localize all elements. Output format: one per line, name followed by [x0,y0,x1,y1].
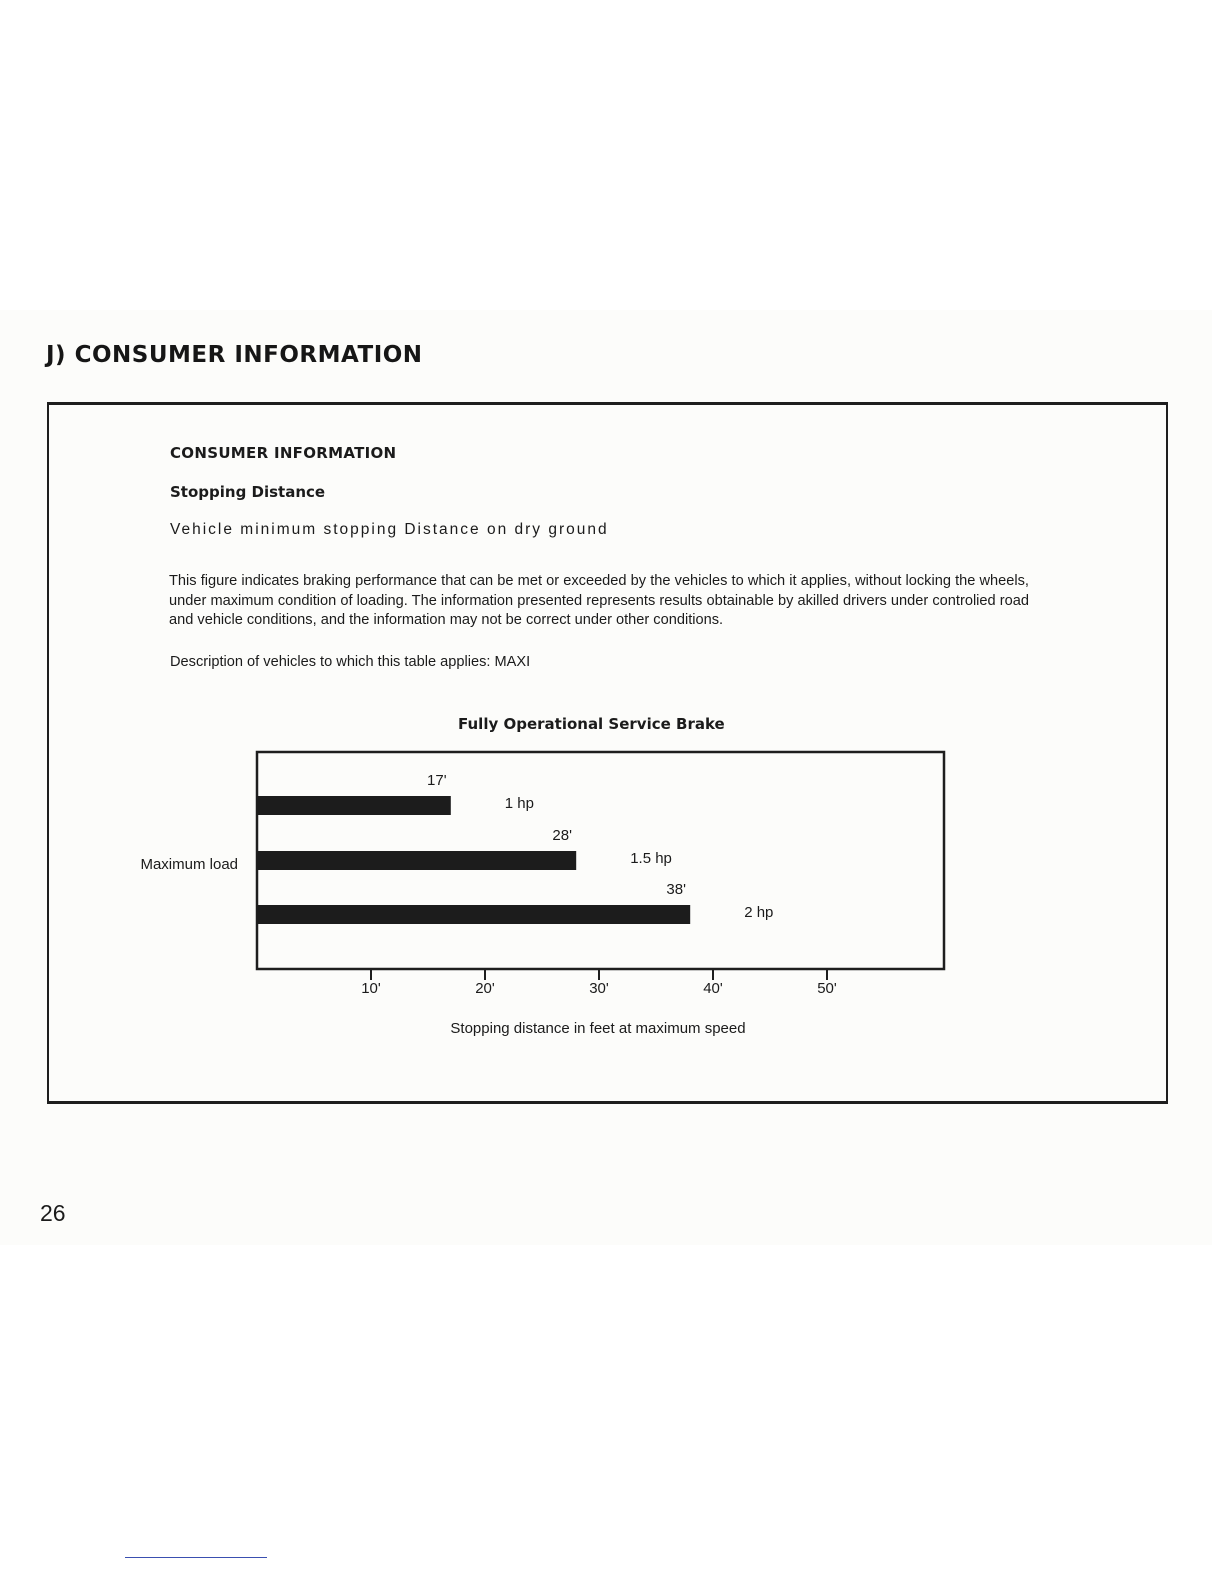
bar-value-label: 28' [552,827,572,844]
y-axis-label: Maximum load [140,856,238,873]
section-heading: J) CONSUMER INFORMATION [46,342,423,368]
bar-3 [257,905,690,924]
x-tick-label: 10' [361,980,381,997]
x-axis-label: Stopping distance in feet at maximum speed [450,1020,746,1037]
bar-value-label: 38' [666,881,686,898]
bar-category-label: 2 hp [744,904,774,921]
ticks-group [361,969,837,997]
bar-2 [257,851,576,870]
vehicle-description: Description of vehicles to which this table applies: MAXI [170,654,531,670]
box-subtitle: Stopping Distance [170,483,326,501]
bar-1 [257,796,451,815]
box-paragraph: This figure indicates braking performance that can be met or exceeded by the vehicles to which it applies, without locking the wheels, under maximum condition of loading. The information presented represents results obtainable by akilled drivers under controlied road and vehicle conditions, and the information may not be correct under other conditions. [169,573,1029,629]
box-title: CONSUMER INFORMATION [170,444,397,462]
bar-value-label: 17' [427,772,447,789]
chart-title: Fully Operational Service Brake [458,715,725,733]
x-tick-label: 20' [475,980,495,997]
page-number: 26 [40,1200,66,1226]
x-tick-label: 50' [817,980,837,997]
bar-category-label: 1.5 hp [630,850,672,867]
x-tick-label: 30' [589,980,609,997]
x-tick-label: 40' [703,980,723,997]
box-lead: Vehicle minimum stopping Distance on dry ground [170,521,609,538]
bottom-rule [125,1557,267,1558]
bars-group [257,772,773,924]
bar-category-label: 1 hp [504,795,535,812]
